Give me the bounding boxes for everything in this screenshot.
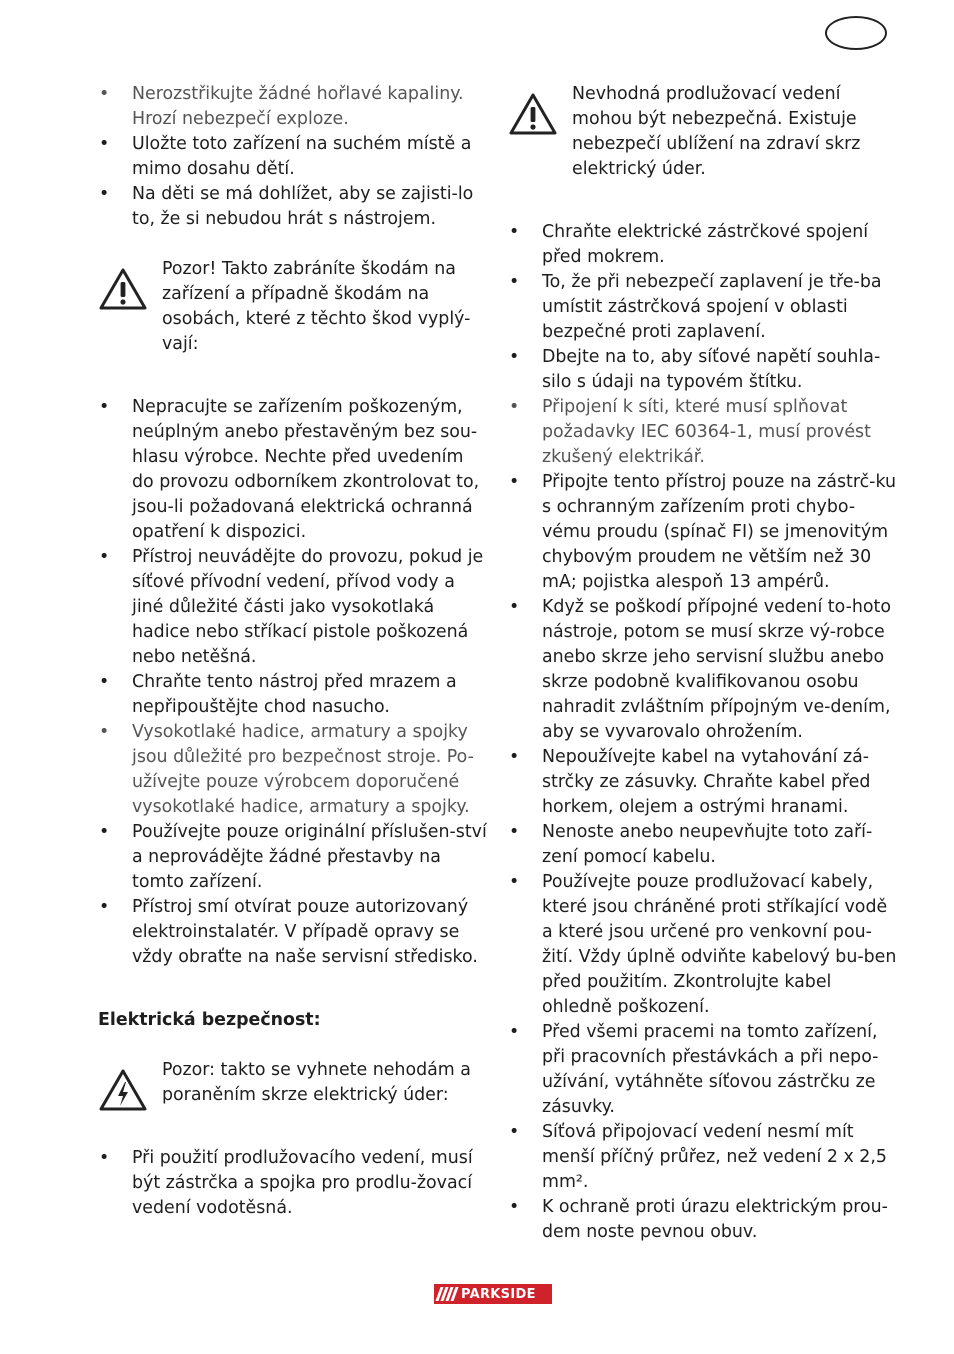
left-column	[98, 82, 490, 1221]
list-item: • Nepracujte se zařízením poškozeným, neúplným anebo přestavěným bez sou-hlasu výrobce. Nechte před uvedením do provozu odborníkem zkontrolovat to, jsou-li požadovaná elektrická ochranná opatření k dispozici.	[98, 395, 490, 545]
list-item: • Uložte toto zařízení na suchém místě a mimo dosahu dětí.	[98, 132, 490, 182]
parkside-logo	[434, 1284, 552, 1304]
list-item: • Při použití prodlužovacího vedení, musí být zástrčka a spojka pro prodlu-žovací vedení vodotěsná.	[98, 1146, 490, 1221]
logo-text: PARKSIDE	[461, 1286, 536, 1302]
list-item: • Připojte tento přístroj pouze na zástrč-ku s ochranným zařízením proti chybo-vému proudu (spínač FI) se jmenovitým chybovým proudem ne větším než 30 mA; pojistka alespoň 13 ampérů.	[508, 470, 900, 595]
list-item: • Chraňte tento nástroj před mrazem a nepřipouštějte chod nasucho.	[98, 670, 490, 720]
list-item: • Nepoužívejte kabel na vytahování zá-strčky ze zásuvky. Chraňte kabel před horkem, olejem a ostrými hranami.	[508, 745, 900, 820]
list-item: • Přístroj neuvádějte do provozu, pokud je síťové přívodní vedení, přívod vody a jiné důležité části jako vysokotlaká hadice nebo stříkací pistole poškozená nebo netěšná.	[98, 545, 490, 670]
exclamation-warning-icon	[508, 92, 558, 136]
warning-text: Pozor: takto se vyhnete nehodám a poraněním skrze elektrický úder:	[162, 1060, 471, 1105]
warning-text: Pozor! Takto zabráníte škodám na zařízení a případně škodám na osobách, které z těchto škod vyplý-vají:	[162, 259, 471, 354]
warning-block-damage	[98, 257, 490, 357]
list-item: • To, že při nebezpečí zaplavení je tře-ba umístit zástrčková spojení v oblasti bezpečné proti zaplavení.	[508, 270, 900, 345]
section-heading-electrical-safety: Elektrická bezpečnost:	[98, 1010, 321, 1030]
general-safety-list-1	[98, 82, 490, 232]
list-item: • Před všemi pracemi na tomto zařízení, při pracovních přestávkách a při nepo-užívání, vytáhněte síťovou zástrčku ze zásuvky.	[508, 1020, 900, 1120]
list-item: • Přístroj smí otvírat pouze autorizovaný elektroinstalatér. V případě opravy se vždy obraťte na naše servisní středisko.	[98, 895, 490, 970]
list-item: • Síťová připojovací vedení nesmí mít menší příčný průřez, než vedení 2 x 2,5 mm².	[508, 1120, 900, 1195]
logo-stripes	[438, 1287, 456, 1301]
warning-block-electric	[98, 1058, 490, 1108]
list-item: • K ochraně proti úrazu elektrickým prou-dem noste pevnou obuv.	[508, 1195, 900, 1245]
list-item: • Připojení k síti, které musí splňovat požadavky IEC 60364-1, musí provést zkušený elektrikář.	[508, 395, 900, 470]
language-badge	[825, 16, 887, 50]
list-item: • Používejte pouze originální příslušen-ství a neprovádějte žádné přestavby na tomto zařízení.	[98, 820, 490, 895]
warning-text: Nevhodná prodlužovací vedení mohou být nebezpečná. Existuje nebezpečí ublížení na zdraví skrz elektrický úder.	[572, 84, 861, 179]
list-item: • Chraňte elektrické zástrčkové spojení před mokrem.	[508, 220, 900, 270]
list-item: • Na děti se má dohlížet, aby se zajisti-lo to, že si nebudou hrát s nástrojem.	[98, 182, 490, 232]
list-item: • Vysokotlaké hadice, armatury a spojky jsou důležité pro bezpečnost stroje. Po-užívejte pouze výrobcem doporučené vysokotlaké hadice, armatury a spojky.	[98, 720, 490, 820]
list-item: • Dbejte na to, aby síťové napětí souhla-silo s údaji na typovém štítku.	[508, 345, 900, 395]
list-item: • Používejte pouze prodlužovací kabely, které jsou chráněné proti stříkající vodě a které jsou určené pro venkovní pou-žití. Vždy úplně odviňte kabelový bu-ben před použitím. Zkontrolujte kabel ohledně poškození.	[508, 870, 900, 1020]
list-item: • Nenoste anebo neupevňujte toto zaří-zení pomocí kabelu.	[508, 820, 900, 870]
warning-block-extension-cable	[508, 82, 900, 182]
exclamation-warning-icon	[98, 267, 148, 311]
list-item: • Když se poškodí přípojné vedení to-hoto nástroje, potom se musí skrze vý-robce anebo skrze jeho servisní službu anebo skrze podobně kvalifikovanou osobu nahradit zvláštním přípojným ve-dením, aby se vyvarovalo ohrožením.	[508, 595, 900, 745]
right-column	[508, 82, 900, 1245]
general-safety-list-2	[98, 395, 490, 970]
electrical-safety-list-left	[98, 1146, 490, 1221]
electrical-safety-list-right	[508, 220, 900, 1245]
lightning-warning-icon	[98, 1068, 148, 1112]
list-item: • Nerozstřikujte žádné hořlavé kapaliny. Hrozí nebezpečí exploze.	[98, 82, 490, 132]
